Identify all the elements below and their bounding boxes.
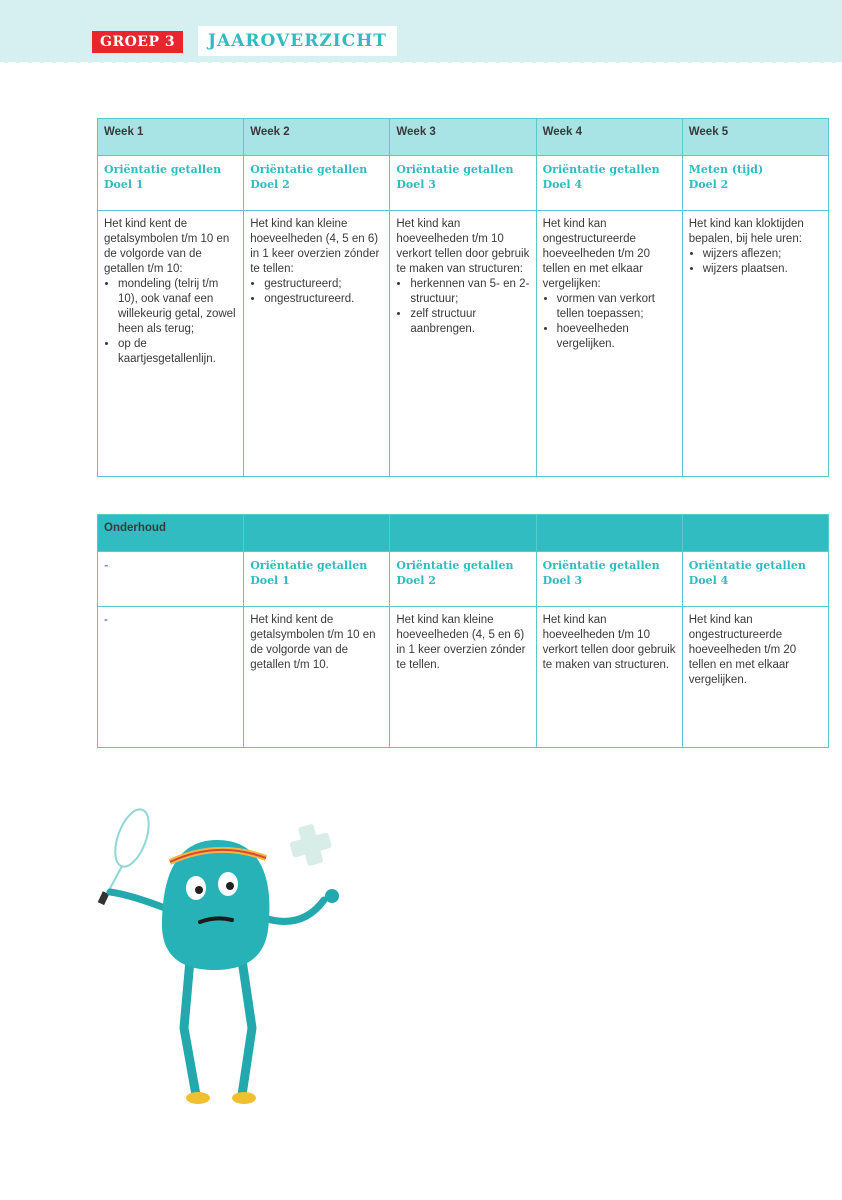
description-cell: Het kind kent de getalsymbolen t/m 10 en de volgorde van de getallen t/m 10.	[244, 607, 390, 748]
goal-number: Doel 3	[542, 574, 583, 587]
plus-icon	[286, 820, 335, 869]
bullet-item: • hoeveelheden vergelijken.	[557, 322, 676, 352]
page-title: JAAROVERZICHT	[198, 26, 397, 56]
goal-number: Doel 1	[250, 574, 290, 587]
week-header-row	[98, 119, 829, 156]
left-shoe	[186, 1092, 210, 1104]
goal-cell	[244, 156, 390, 211]
bullet-item: • wijzers aflezen;	[703, 247, 822, 262]
goal-topic: Oriëntatie getallen	[688, 559, 806, 572]
empty-heading	[682, 515, 828, 552]
empty-heading	[390, 515, 536, 552]
description-cell: -	[98, 607, 244, 748]
goal-topic: Oriëntatie getallen	[250, 163, 368, 176]
goal-topic: Oriëntatie getallen	[250, 559, 368, 572]
description-cell	[536, 211, 682, 477]
goal-topic: Oriëntatie getallen	[396, 163, 514, 176]
goal-topic: Oriëntatie getallen	[104, 163, 222, 176]
bullet-item: • herkennen van 5- en 2-structuur;	[410, 277, 529, 307]
description-intro: Het kind kan hoeveelheden t/m 10 verkort tellen door gebruik te maken van structuren:	[396, 218, 530, 275]
goal-row	[98, 552, 829, 607]
description-cell	[390, 211, 536, 477]
racket-icon	[98, 805, 156, 905]
goal-cell	[536, 156, 682, 211]
goal-cell	[244, 552, 390, 607]
goal-number: Doel 2	[396, 574, 436, 587]
bullet-list	[543, 292, 676, 352]
description-intro: Het kind kan kleine hoeveelheden (4, 5 en 6) in 1 keer overzien zónder te tellen:	[250, 218, 380, 275]
group-label: GROEP 3	[92, 31, 183, 53]
week-heading: Week 4	[536, 119, 682, 156]
description-cell	[682, 211, 828, 477]
bullet-list	[104, 277, 237, 367]
description-row	[98, 211, 829, 477]
goal-number: Doel 2	[250, 178, 290, 191]
week-heading: Week 2	[244, 119, 390, 156]
description-row	[98, 607, 829, 748]
left-arm	[110, 892, 170, 910]
empty-heading	[244, 515, 390, 552]
description-intro: Het kind kan kloktijden bepalen, bij hele uren:	[688, 218, 804, 245]
right-arm	[264, 900, 324, 921]
maintenance-table	[97, 514, 829, 748]
goal-number: Doel 2	[688, 178, 729, 191]
goal-cell	[390, 552, 536, 607]
left-leg	[184, 960, 196, 1095]
bullet-item: • gestructureerd;	[264, 277, 383, 292]
right-leg	[242, 960, 252, 1095]
goal-topic: Oriëntatie getallen	[396, 559, 514, 572]
goal-number: Doel 4	[688, 574, 729, 587]
goal-number: Doel 1	[104, 178, 144, 191]
goal-topic: Oriëntatie getallen	[542, 559, 660, 572]
goal-row	[98, 156, 829, 211]
goal-number: Doel 3	[396, 178, 436, 191]
description-cell: Het kind kan hoeveelheden t/m 10 verkort tellen door gebruik te maken van structuren.	[536, 607, 682, 748]
goal-cell	[98, 552, 244, 607]
bullet-item: • vormen van verkort tellen toepassen;	[557, 292, 676, 322]
bullet-list	[396, 277, 529, 337]
right-shoe	[232, 1092, 256, 1104]
bullet-item: • op de kaartjesgetallenlijn.	[118, 337, 237, 367]
maintenance-heading: Onderhoud	[98, 515, 244, 552]
bullet-item: • ongestructureerd.	[264, 292, 383, 307]
goal-cell	[98, 156, 244, 211]
mascot-illustration	[92, 800, 352, 1120]
goal-cell	[390, 156, 536, 211]
right-hand	[325, 889, 339, 903]
maintenance-header-row	[98, 515, 829, 552]
goal-topic: Oriëntatie getallen	[542, 163, 660, 176]
description-cell: Het kind kan ongestructureerde hoeveelheden t/m 20 tellen en met elkaar vergelijken.	[682, 607, 828, 748]
bullet-item: • wijzers plaatsen.	[703, 262, 822, 277]
week-heading: Week 5	[682, 119, 828, 156]
goal-topic: -	[104, 559, 109, 572]
description-intro: Het kind kent de getalsymbolen t/m 10 en de volgorde van de getallen t/m 10:	[104, 218, 230, 275]
wavy-edge	[0, 58, 842, 70]
bullet-item: • mondeling (telrij t/m 10), ook vanaf een willekeurig getal, zowel heen als terug;	[118, 277, 237, 337]
description-intro: Het kind kan ongestructureerde hoeveelheden t/m 20 tellen en met elkaar vergelijken:	[542, 218, 650, 290]
description-cell	[98, 211, 244, 477]
goal-number: Doel 4	[542, 178, 583, 191]
week-plan-table	[97, 118, 829, 477]
week-heading: Week 1	[98, 119, 244, 156]
goal-cell	[682, 156, 828, 211]
goal-cell	[682, 552, 828, 607]
empty-heading	[536, 515, 682, 552]
bullet-item: • zelf structuur aanbrengen.	[410, 307, 529, 337]
week-heading: Week 3	[390, 119, 536, 156]
bullet-list	[689, 247, 822, 277]
description-cell: Het kind kan kleine hoeveelheden (4, 5 en 6) in 1 keer overzien zónder te tellen.	[390, 607, 536, 748]
goal-topic: Meten (tijd)	[688, 163, 764, 176]
bullet-list	[250, 277, 383, 307]
goal-cell	[536, 552, 682, 607]
description-cell	[244, 211, 390, 477]
